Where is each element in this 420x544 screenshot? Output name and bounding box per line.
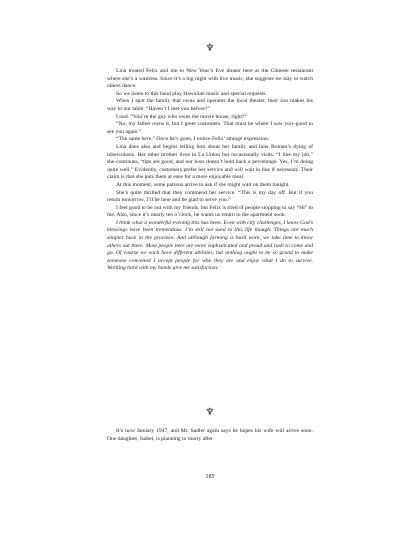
body-text-section-1 <box>107 68 313 273</box>
paragraph: I nod. “You’re the guy who owns the movie house, right?” <box>116 113 247 120</box>
paragraph: I feel good to be out with my friends, but Felix is tired of people stopping to say “Hi” to me. Also, since it’s nearly ten o’clock, he wants us return to the apartment soon. <box>107 204 313 219</box>
section-ornament-top: ♆ <box>205 43 215 54</box>
page-number: 185 <box>205 474 215 480</box>
paragraph: At this moment, some patrons arrive to ask if she might wait on them tonight. <box>116 181 290 188</box>
paragraph: So we listen to this band play Hawaiian music and special requests. <box>116 90 267 97</box>
paragraph: Lina treated Felix and me to New Year’s Eve dinner here at the Chinese restaurant where she’s a waitress. Since it’s a big night with live music, she suggests we stay to watch others dance. <box>107 68 313 90</box>
paragraph: When I spot the family that owns and operates the local theater, their son makes his way to our table. “Haven’t I met you before?” <box>107 98 313 112</box>
paragraph: I think what a wonderful evening this has been. Even with city challenges, I know God’s blessings have been tremendous. I’m still not used to this life though. Things are much simpler back in the province. And although farming is hard work, we take time to know others out there. Most people here are more sophisticated and proud and rush to come and go. Of course we each have different abilities, but nothing ought to be so grand to make someone conceited I accept people for who they are and enjoy what I do to survive. Working hard with my hands give me satisfaction. <box>107 219 313 272</box>
paragraph: Lina does also and begins telling him about her family and how Roman’s dying of tuberculosis. Her other brother lives in La Union but occasionally visits. “I like my job,” she continues, “tips are good, and our boss doesn’t hold back a percentage. Yes, I’m doing quite well.” Evidently, customers prefer her service and will wait in line if necessary. Their claim is that she puts them at ease for a more enjoyable meal. <box>107 143 313 181</box>
paragraph: She’s quite thrilled that they commend her service. “This is my day off. But if you return tomorrow, I’ll be here and be glad to serve you.” <box>107 189 313 204</box>
paragraph: “No, my father owns it, but I greet customers. That must be where I saw you–good to see you again.” <box>107 121 313 135</box>
paragraph: “The same here.” Once he’s gone, I notice Felix’ strange expression. <box>116 136 270 143</box>
section-ornament-middle: ♆ <box>205 407 215 418</box>
body-text-section-2 <box>107 428 313 443</box>
paragraph: It’s now January 1947, and Mr. Sadler again says he hopes his wife will arrive soon. One daughter, Isabel, is planning to marry after <box>107 428 313 442</box>
